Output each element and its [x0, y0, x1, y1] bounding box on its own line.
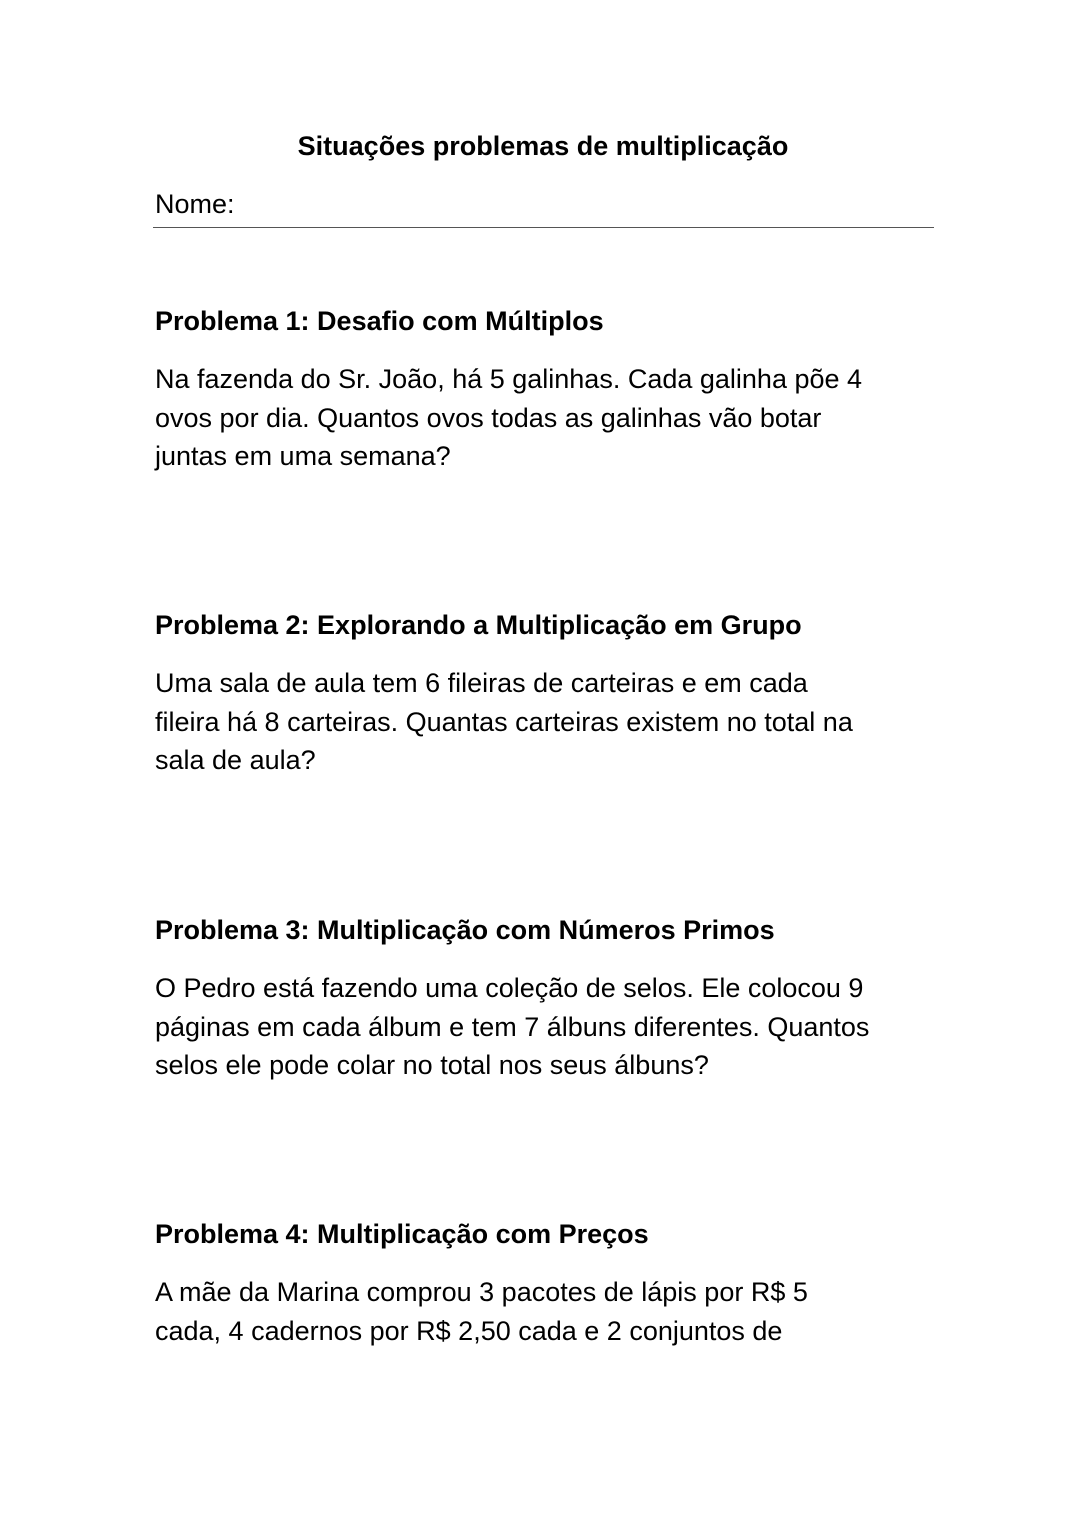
problem-2-heading: Problema 2: Explorando a Multiplicação em Grupo — [155, 610, 802, 640]
problem-2 — [155, 607, 955, 780]
name-field-line — [153, 227, 934, 228]
problem-1-heading: Problema 1: Desafio com Múltiplos — [155, 306, 604, 336]
page-title: Situações problemas de multiplicação — [297, 131, 789, 161]
problem-4-line-2: cada, 4 cadernos por R$ 2,50 cada e 2 conjuntos de — [155, 1315, 783, 1346]
problem-2-text — [155, 664, 955, 780]
problem-1 — [155, 303, 955, 476]
problem-3-heading: Problema 3: Multiplicação com Números Primos — [155, 915, 775, 945]
problem-2-line-2: fileira há 8 carteiras. Quantas carteiras existem no total na — [155, 706, 853, 737]
problem-2-line-1: Uma sala de aula tem 6 fileiras de carteiras e em cada — [155, 668, 808, 698]
problem-4 — [155, 1216, 955, 1350]
problem-3-line-2: páginas em cada álbum e tem 7 álbuns diferentes. Quantos — [155, 1011, 870, 1042]
name-label: Nome: — [155, 189, 235, 219]
problem-1-line-3: juntas em uma semana? — [155, 441, 451, 471]
problem-1-line-1: Na fazenda do Sr. João, há 5 galinhas. Cada galinha põe 4 — [155, 364, 863, 394]
problem-1-text — [155, 360, 955, 476]
problem-4-line-1: A mãe da Marina comprou 3 pacotes de lápis por R$ 5 — [155, 1277, 808, 1307]
problem-4-heading: Problema 4: Multiplicação com Preços — [155, 1219, 649, 1249]
problem-1-line-2: ovos por dia. Quantos ovos todas as galinhas vão botar — [155, 402, 822, 433]
problem-4-text — [155, 1273, 955, 1350]
problem-3-line-1: O Pedro está fazendo uma coleção de selos. Ele colocou 9 — [155, 973, 864, 1003]
problem-3-line-3: selos ele pode colar no total nos seus álbuns? — [155, 1050, 709, 1080]
problem-3-text — [155, 969, 955, 1085]
problem-3 — [155, 912, 955, 1085]
problem-2-line-3: sala de aula? — [155, 745, 316, 775]
